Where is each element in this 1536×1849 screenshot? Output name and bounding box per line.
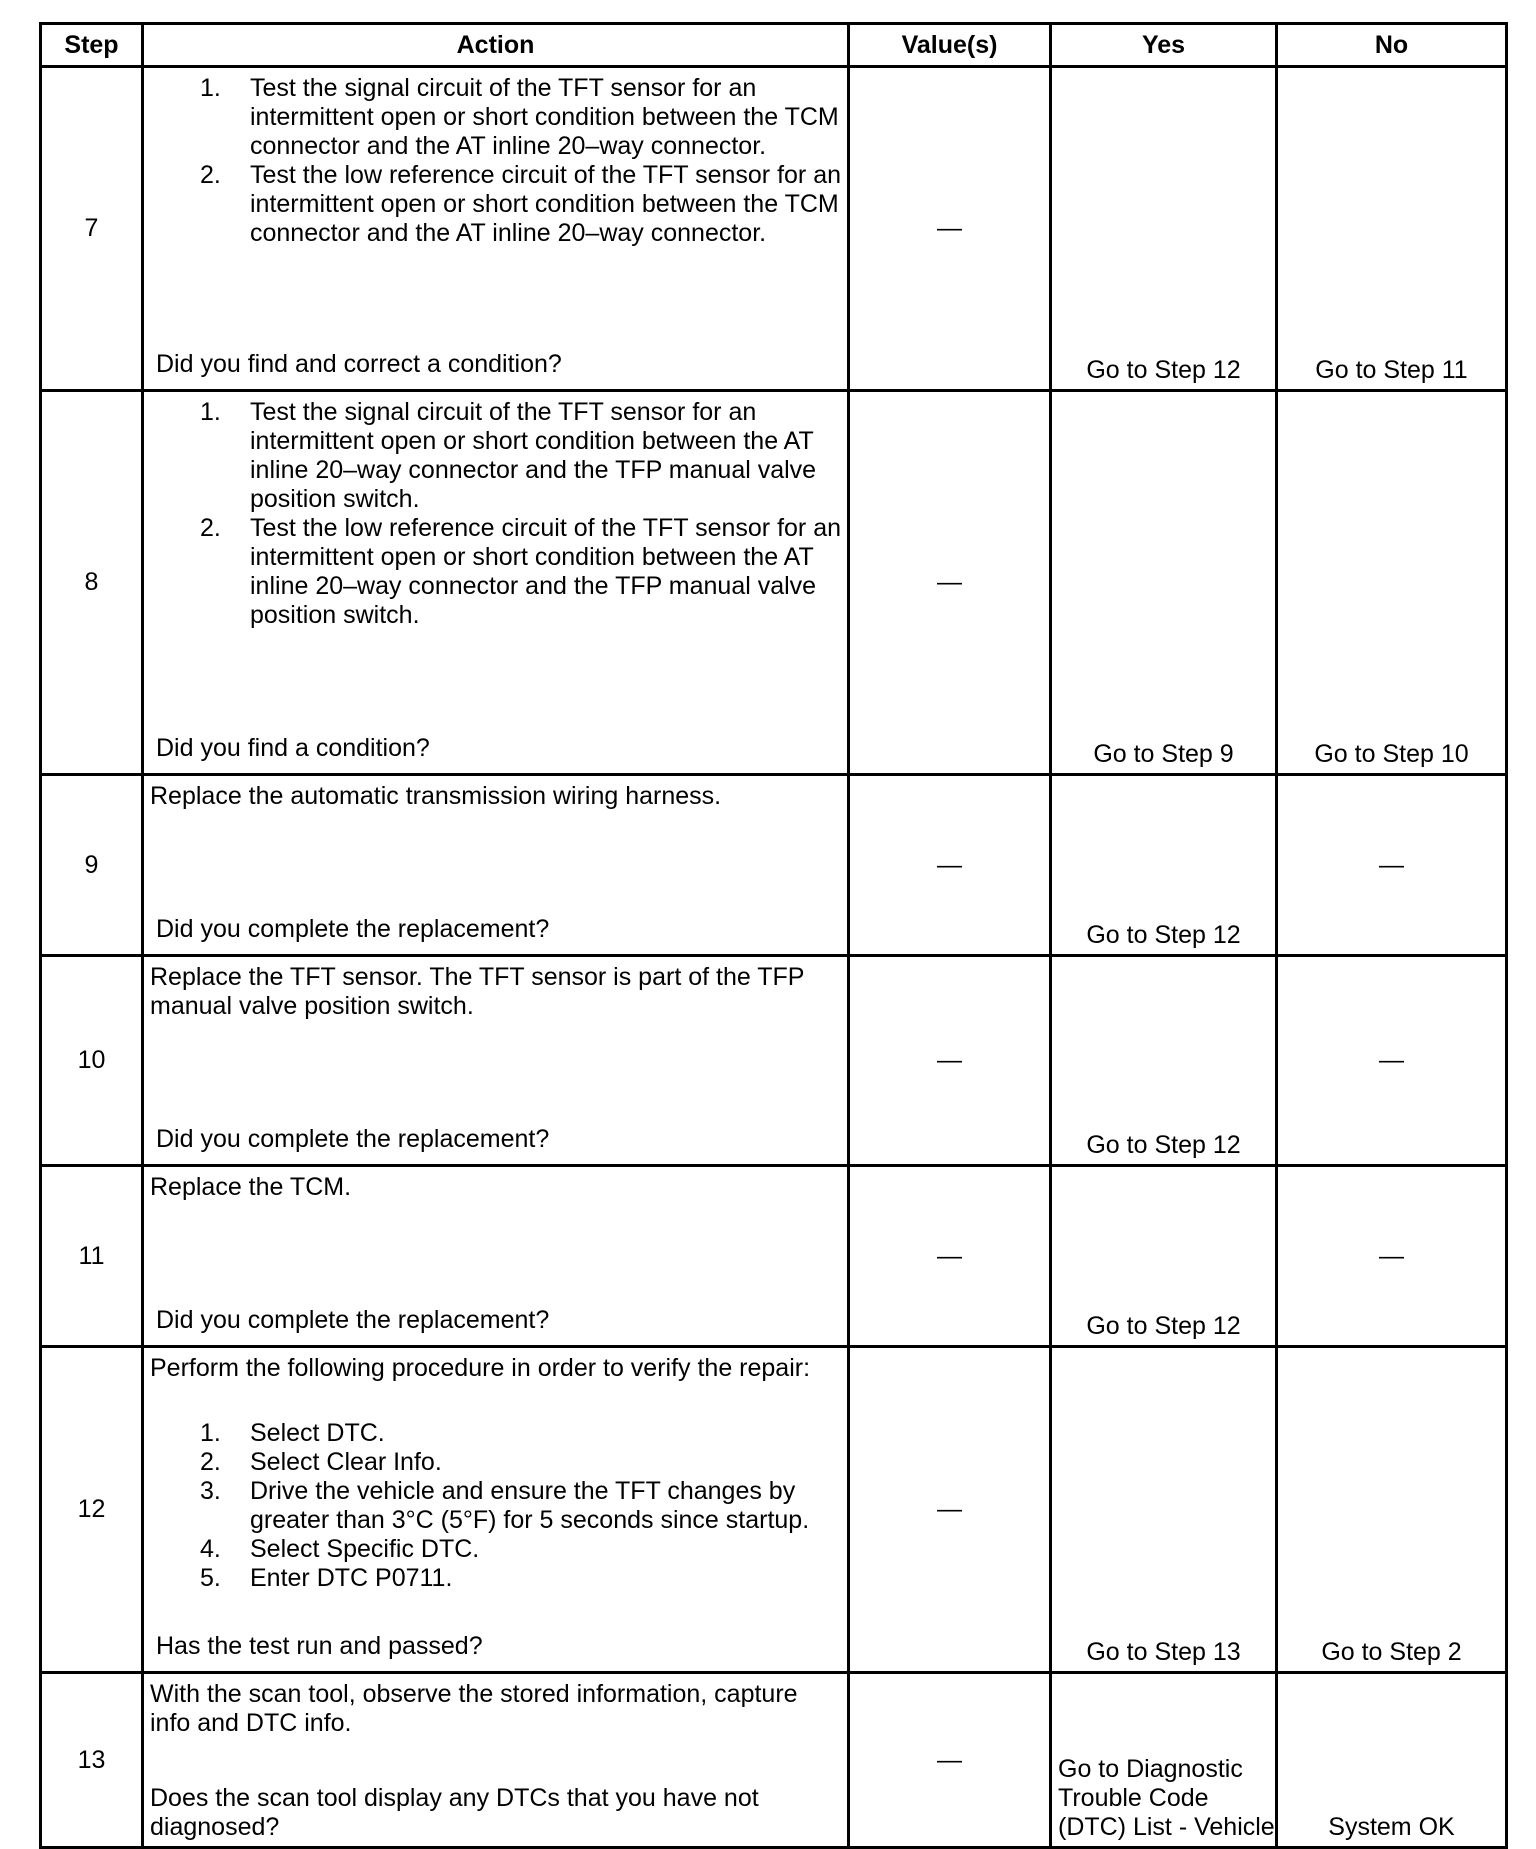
- step-number: 9: [41, 775, 143, 956]
- action-intro: Replace the TCM.: [150, 1173, 352, 1201]
- value-cell: [849, 1347, 1051, 1673]
- action-body: [150, 782, 841, 811]
- list-item-text: Test the low reference circuit of the TFT sensor for an intermittent open or short condition between the AT inline 20–way connector and the TFP manual valve position switch.: [250, 514, 842, 629]
- list-item-text: Select DTC.: [250, 1419, 385, 1447]
- table-row: [41, 775, 1507, 956]
- no-text: System OK: [1328, 1813, 1455, 1841]
- action-intro: Replace the TFT sensor. The TFT sensor is part of the TFP manual valve position switch.: [150, 963, 805, 1020]
- list-item-text: Select Specific DTC.: [250, 1535, 480, 1563]
- step-number: 8: [41, 391, 143, 775]
- action-intro: Perform the following procedure in order to verify the repair:: [150, 1354, 811, 1382]
- list-item-number: 2.: [200, 161, 221, 189]
- action-question: Did you find and correct a condition?: [156, 350, 562, 378]
- value-text: —: [937, 568, 962, 596]
- no-text: Go to Step 2: [1321, 1638, 1462, 1666]
- no-text: Go to Step 10: [1314, 740, 1469, 768]
- list-item-text: Test the signal circuit of the TFT sensor for an intermittent open or short condition between the TCM connector and the AT inline 20–way connector.: [250, 74, 839, 160]
- value-cell: [849, 956, 1051, 1166]
- yes-text: Go to Step 12: [1086, 356, 1241, 384]
- action-question: Did you complete the replacement?: [156, 915, 550, 943]
- action-content: [150, 1354, 841, 1665]
- no-text: —: [1379, 1046, 1404, 1074]
- yes-cell: [1051, 391, 1277, 775]
- no-cell: [1277, 1166, 1507, 1347]
- list-item: [150, 1448, 841, 1477]
- action-body: [150, 74, 841, 248]
- value-cell: [849, 391, 1051, 775]
- no-text: Go to Step 11: [1315, 356, 1468, 384]
- value-cell: [849, 67, 1051, 391]
- header-yes: Yes: [1051, 24, 1277, 67]
- list-item-number: 1.: [200, 1419, 221, 1447]
- yes-cell: [1051, 775, 1277, 956]
- no-text: —: [1379, 850, 1404, 879]
- action-content: [150, 782, 841, 948]
- action-cell: [143, 1166, 849, 1347]
- list-item-text: Test the signal circuit of the TFT sensor for an intermittent open or short condition between the AT inline 20–way connector and the TFP manual valve position switch.: [250, 398, 817, 513]
- value-text: —: [937, 1046, 962, 1074]
- action-cell: [143, 956, 849, 1166]
- header-action: Action: [143, 24, 849, 67]
- yes-cell: [1051, 956, 1277, 1166]
- value-cell: [849, 1673, 1051, 1848]
- action-cell: [143, 391, 849, 775]
- action-intro: With the scan tool, observe the stored information, capture info and DTC info.: [150, 1680, 798, 1737]
- list-item-number: 1.: [200, 398, 221, 426]
- value-cell: [849, 775, 1051, 956]
- diagnostic-table: [39, 22, 1508, 1849]
- value-text: —: [937, 214, 962, 242]
- action-body: [150, 398, 841, 630]
- table-row: [41, 1347, 1507, 1673]
- action-content: [150, 398, 841, 767]
- action-content: [150, 963, 841, 1158]
- action-body: [150, 1354, 841, 1593]
- yes-cell: [1051, 1673, 1277, 1848]
- value-text: —: [937, 1495, 962, 1523]
- header-no: No: [1277, 24, 1507, 67]
- action-intro: Replace the automatic transmission wiring harness.: [150, 782, 722, 810]
- no-cell: [1277, 67, 1507, 391]
- list-item-number: 1.: [200, 74, 221, 102]
- list-item: [150, 1419, 841, 1448]
- action-list: [150, 398, 841, 630]
- table-row: [41, 67, 1507, 391]
- list-item: [150, 161, 841, 248]
- action-question: Does the scan tool display any DTCs that you have not diagnosed?: [150, 1784, 759, 1841]
- yes-text: Go to Step 12: [1086, 1131, 1241, 1159]
- step-number: 10: [41, 956, 143, 1166]
- table-row: [41, 391, 1507, 775]
- yes-cell: [1051, 1166, 1277, 1347]
- action-body: [150, 1680, 841, 1738]
- step-number: 7: [41, 67, 143, 391]
- value-text: —: [937, 1745, 962, 1774]
- step-number: 12: [41, 1347, 143, 1673]
- yes-text: Go to Step 9: [1093, 740, 1234, 768]
- list-item: [150, 398, 841, 514]
- yes-cell: [1051, 1347, 1277, 1673]
- table-row: [41, 1166, 1507, 1347]
- yes-text: Go to Step 12: [1086, 921, 1241, 949]
- no-cell: [1277, 391, 1507, 775]
- table-row: [41, 956, 1507, 1166]
- list-item-text: Select Clear Info.: [250, 1448, 442, 1476]
- action-body: [150, 963, 841, 1021]
- no-cell: [1277, 1673, 1507, 1848]
- list-item-number: 4.: [200, 1535, 221, 1563]
- value-text: —: [937, 850, 962, 879]
- list-item: [150, 1535, 841, 1564]
- list-item-text: Test the low reference circuit of the TFT sensor for an intermittent open or short condition between the TCM connector and the AT inline 20–way connector.: [250, 161, 842, 247]
- list-item: [150, 74, 841, 161]
- no-cell: [1277, 956, 1507, 1166]
- action-cell: [143, 1347, 849, 1673]
- value-cell: [849, 1166, 1051, 1347]
- list-item: [150, 1564, 841, 1593]
- list-item-number: 3.: [200, 1477, 221, 1505]
- header-step: Step: [41, 24, 143, 67]
- yes-text: Go to Diagnostic Trouble Code (DTC) List - Vehicle: [1058, 1755, 1275, 1841]
- list-item: [150, 514, 841, 630]
- spacer: [150, 1383, 841, 1419]
- no-text: —: [1379, 1241, 1404, 1270]
- action-question: Has the test run and passed?: [156, 1632, 483, 1660]
- list-item-number: 2.: [200, 1448, 221, 1476]
- yes-text: Go to Step 13: [1086, 1638, 1241, 1666]
- action-content: [150, 74, 841, 383]
- table-body: [41, 67, 1507, 1848]
- step-number: 11: [41, 1166, 143, 1347]
- list-item: [150, 1477, 841, 1535]
- no-cell: [1277, 1347, 1507, 1673]
- value-text: —: [937, 1241, 962, 1270]
- no-cell: [1277, 775, 1507, 956]
- list-item-text: Drive the vehicle and ensure the TFT changes by greater than 3°C (5°F) for 5 seconds since startup.: [250, 1477, 810, 1534]
- action-list: [150, 1419, 841, 1593]
- action-cell: [143, 775, 849, 956]
- action-list: [150, 74, 841, 248]
- action-content: [150, 1680, 841, 1840]
- list-item-number: 5.: [200, 1564, 221, 1592]
- action-content: [150, 1173, 841, 1339]
- action-question: Did you find a condition?: [156, 734, 430, 762]
- yes-text: Go to Step 12: [1086, 1312, 1241, 1340]
- yes-cell: [1051, 67, 1277, 391]
- header-row: [41, 24, 1507, 67]
- list-item-text: Enter DTC P0711.: [250, 1564, 453, 1592]
- action-question: Did you complete the replacement?: [156, 1306, 550, 1334]
- action-body: [150, 1173, 841, 1202]
- action-cell: [143, 1673, 849, 1848]
- header-values: Value(s): [849, 24, 1051, 67]
- action-question: Did you complete the replacement?: [156, 1125, 550, 1153]
- list-item-number: 2.: [200, 514, 221, 542]
- step-number: 13: [41, 1673, 143, 1848]
- action-cell: [143, 67, 849, 391]
- table-row: [41, 1673, 1507, 1848]
